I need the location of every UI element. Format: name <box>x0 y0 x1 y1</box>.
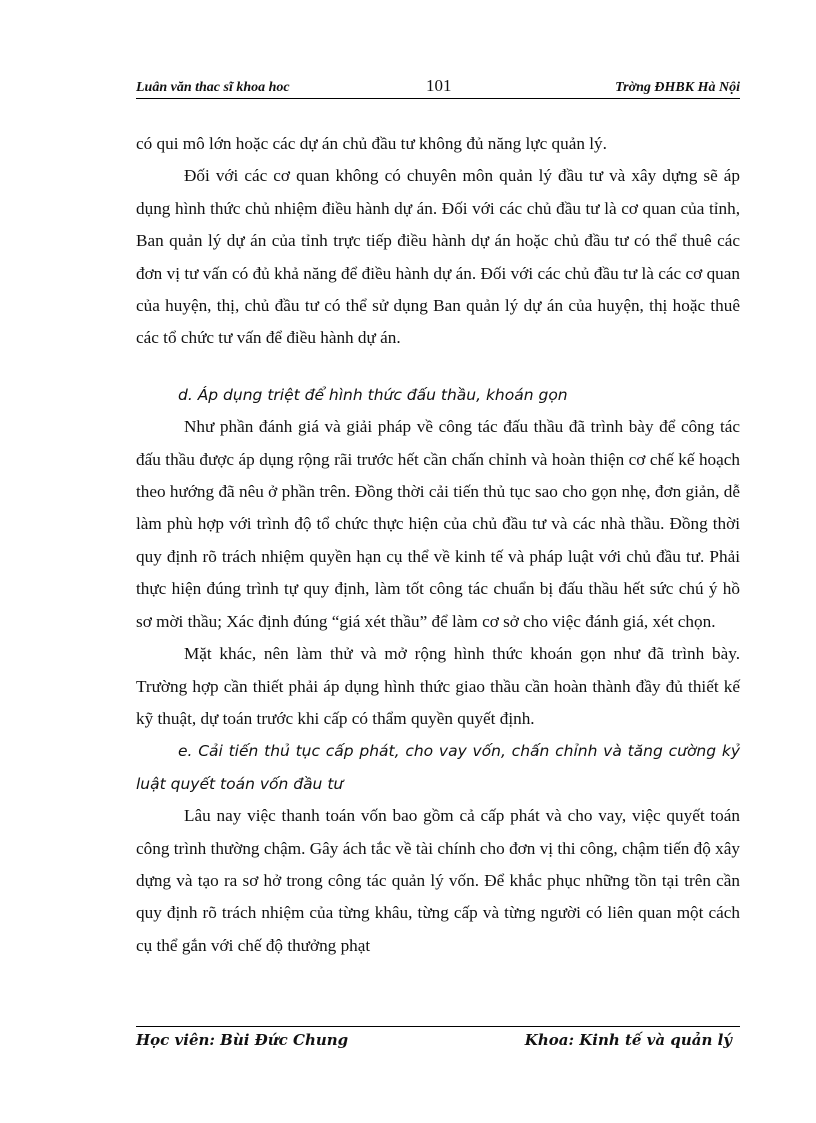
page-header <box>136 76 740 99</box>
footer-faculty: Khoa: Kinh tế và quản lý <box>524 1031 732 1049</box>
paragraph-continuation: có qui mô lớn hoặc các dự án chủ đầu tư không đủ năng lực quản lý. <box>136 134 607 153</box>
paragraph: Lâu nay việc thanh toán vốn bao gồm cả cấp phát và cho vay, việc quyết toán công trình thường chậm. Gây ách tắc về tài chính cho đơn vị thi công, chậm tiến độ xây dựng và tạo ra sơ hở trong công tác quản lý vốn. Để khắc phục những tồn tại trên cần quy định rõ trách nhiệm của từng khâu, từng cấp và từng người có liên quan một cách cụ thể gắn với chế độ thưởng phạt <box>136 806 740 955</box>
page-number: 101 <box>426 76 452 95</box>
header-university: Trờng ĐHBK Hà Nội <box>615 80 740 95</box>
footer-student: Học viên: Bùi Đức Chung <box>136 1031 349 1049</box>
paragraph: Đối với các cơ quan không có chuyên môn quản lý đầu tư và xây dựng sẽ áp dụng hình thức chủ nhiệm điều hành dự án. Đối với các chủ đầu tư là cơ quan của tỉnh, Ban quản lý dự án của tỉnh trực tiếp điều hành dự án hoặc chủ đầu tư có thể thuê các đơn vị tư vấn có đủ khả năng để điều hành dự án. Đối với các chủ đầu tư là các cơ quan của huyện, thị, chủ đầu tư có thể sử dụng Ban quản lý dự án của huyện, thị hoặc thuê các tổ chức tư vấn để điều hành dự án. <box>136 166 740 348</box>
paragraph: Như phần đánh giá và giải pháp về công tác đấu thầu đã trình bày để công tác đấu thầu được áp dụng rộng rãi trước hết cần chấn chỉnh và hoàn thiện cơ chế kế hoạch theo hướng đã nêu ở phần trên. Đồng thời cải tiến thủ tục sao cho gọn nhẹ, đơn giản, dễ làm phù hợp với trình độ tổ chức thực hiện của chủ đầu tư và các nhà thầu. Đồng thời quy định rõ trách nhiệm quyền hạn cụ thể về kinh tế và pháp luật với chủ đầu tư. Phải thực hiện đúng trình tự quy định, làm tốt công tác chuẩn bị đấu thầu hết sức chú ý hồ sơ mời thầu; Xác định đúng “giá xét thầu” để làm cơ sở cho việc đánh giá, xét chọn. <box>136 417 740 631</box>
page-footer <box>136 1026 740 1051</box>
header-thesis-title: Luân văn thac sĩ khoa hoc <box>136 80 290 95</box>
section-heading-e: e. Cải tiến thủ tục cấp phát, cho vay vốn, chấn chỉnh và tăng cường kỷ luật quyết toán vốn đầu tư <box>136 742 740 793</box>
document-body <box>136 128 740 962</box>
paragraph: Mặt khác, nên làm thử và mở rộng hình thức khoán gọn như đã trình bày. Trường hợp cần thiết phải áp dụng hình thức giao thầu cần hoàn thành đầy đủ thiết kế kỹ thuật, dự toán trước khi cấp có thẩm quyền quyết định. <box>136 644 740 728</box>
section-heading-d: d. Áp dụng triệt để hình thức đấu thầu, khoán gọn <box>178 385 568 404</box>
